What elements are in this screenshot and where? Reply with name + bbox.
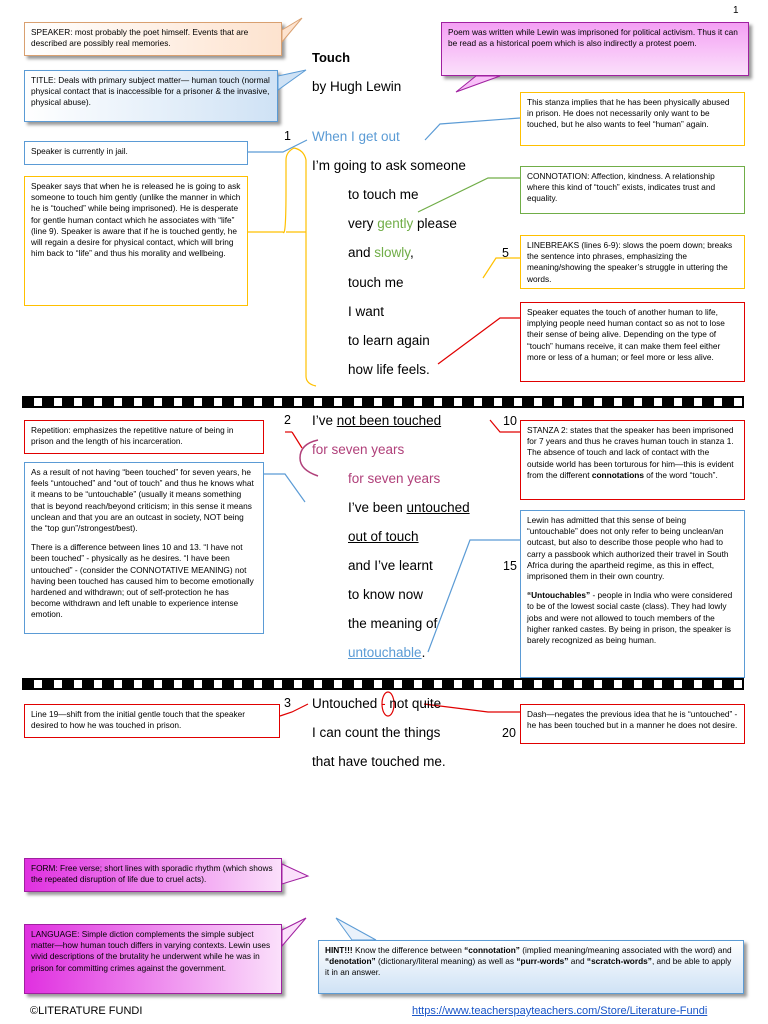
poem-line-10: I’ve not been touched [312, 413, 442, 428]
stanza2-note: STANZA 2: states that the speaker has been imprisoned for 7 years and thus he craves human touch in stanza 1. The absence of touch and lack of contact with the outside world has been torturous for him—this is evident from the different connotations of the word “touch”. [520, 420, 745, 500]
jail-note: Speaker is currently in jail. [24, 141, 248, 165]
store-link[interactable]: https://www.teacherspayteachers.com/Store/Literature-Fundi [412, 1005, 708, 1017]
poem-line-3: to touch me [348, 187, 419, 202]
speaker-label: SPEAKER: [31, 27, 73, 37]
poem-line-19: Untouched - not quite [312, 696, 442, 711]
poem-line-15: and I’ve learnt [348, 558, 433, 573]
poem-line-11: for seven years [312, 442, 405, 457]
poem-line-16: to know now [348, 587, 424, 602]
poem-line-1: When I get out [312, 129, 400, 144]
repetition-note: Repetition: emphasizes the repetitive nature of being in prison and the length of his incarceration. [24, 420, 264, 454]
poem-line-7: I want [348, 304, 385, 319]
poem-byline: by Hugh Lewin [312, 79, 402, 94]
poem-line-6: touch me [348, 275, 404, 290]
speaker-note [24, 22, 282, 56]
poem-line-14: out of touch [348, 529, 419, 544]
abused-note: This stanza implies that he has been physically abused in prison. He does not necessarily only want to be touched, but he also wants to feel “human” again. [520, 92, 745, 146]
title-label: TITLE: [31, 75, 56, 85]
dash-mark: - [381, 696, 386, 711]
language-note: LANGUAGE: Simple diction complements the simple subject matter—how human touch differs in varying contexts. Lewin uses vivid descriptions of the brutality he underwent while he was in prison for committing crimes against the government. [24, 924, 282, 994]
line-number-15: 15 [503, 559, 517, 573]
untouchables-note: Lewin has admitted that this sense of being “untouchable” does not only refer to being unclean/an outcast, but also to describe those people who had to carry a passbook which authorized their travel in South Africa during the apartheid regime, as this in effect, imprisoned them in their own country. “Untouchables” - people in India who were considered to be of the lowest social caste (class). They had lowly jobs and were not allowed to touch members of the higher ranked castes. By being in prison, the speaker is barely recognized as being human. [520, 510, 745, 678]
title-note [24, 70, 278, 122]
hint-note: HINT!!! Know the difference between “connotation” (implied meaning/meaning associated with the word) and “denotation” (dictionary/literal meaning) as well as “purr-words” and “scratch-words”, and be able to apply it in an answer. [318, 940, 744, 994]
stanza-divider-2 [22, 678, 744, 690]
page-number: 1 [733, 5, 739, 16]
poem-line-2: I’m going to ask someone [312, 158, 466, 173]
line-number-5: 5 [502, 246, 509, 260]
untouchable-word: untouchable [348, 645, 422, 660]
form-note: FORM: Free verse; short lines with sporadic rhythm (which shows the repeated disruption of life due to cruel acts). [24, 858, 282, 892]
not-been-touched-phrase: not been touched [336, 413, 442, 428]
connotation-note: CONNOTATION: Affection, kindness. A relationship where this kind of “touch” exists, indicates trust and equality. [520, 166, 745, 214]
release-note: Speaker says that when he is released he is going to ask someone to touch him gently (unlike the manner in which he is “touched” while being imprisoned). He is desperate for gentle human contact which he associates with “life” (line 9). Speaker is aware that if he is touched gently, he will regain a desire for physical contact, which will bring him back to “life” and thus his morality and wellbeing. [24, 176, 248, 306]
untouched-word: untouched [406, 500, 470, 515]
line-number-10: 10 [503, 414, 517, 428]
slowly-word: slowly [374, 245, 411, 260]
line-number-20: 20 [502, 726, 516, 740]
untouched-note: As a result of not having “been touched” for seven years, he feels “untouched” and “out of touch” and thus he knows what it means to be “untouchable” (usually it means something that is beyond reach/beyond criticism; in this sense it means unclean and that you are an outcast in society, NOT being the “top gun”/strongest/best). There is a difference between lines 10 and 13. “I have not been touched” - physically as he desires. “I have been untouched” - (consider the CONNOTATIVE MEANING) not having been touched has caused him to become emotionally hardened and withdrawn; out of self-protection he has become withdrawn and left unable to experience intense emotion. [24, 462, 264, 634]
speaker-text: most probably the poet himself. Events that are described are possibly real memories. [31, 27, 249, 49]
equates-note: Speaker equates the touch of another human to life, implying people need human contact so as not to lose their sense of being alive. Depending on the type of “touch” humans receive, it can make them feel either more or less of a human; or feel more or less alive. [520, 302, 745, 382]
line-number-3: 3 [284, 696, 291, 710]
poem-line-4: very gently please [348, 216, 457, 231]
context-note: Poem was written while Lewin was imprisoned for political activism. Thus it can be read as a historical poem which is also indirectly a protest poem. [441, 22, 749, 76]
poem-line-8: to learn again [348, 333, 430, 348]
poem-line-5: and slowly, [348, 245, 414, 260]
line-number-2: 2 [284, 413, 291, 427]
poem-line-17: the meaning of [348, 616, 438, 631]
line19-note: Line 19—shift from the initial gentle touch that the speaker desired to how he was touched in prison. [24, 704, 280, 738]
copyright: ©LITERATURE FUNDI [30, 1005, 143, 1017]
title-text: Deals with primary subject matter— human touch (normal physical contact that is inaccessible for a prisoner & the invasive, physical abuse). [31, 75, 270, 108]
poem-line-12: for seven years [348, 471, 441, 486]
line-number-1: 1 [284, 129, 291, 143]
gently-word: gently [377, 216, 414, 231]
poem-title: Touch [312, 50, 351, 65]
poem-line-20: I can count the things [312, 725, 441, 740]
poem-line-21: that have touched me. [312, 754, 446, 769]
poem-line-18: untouchable. [348, 645, 426, 660]
stanza-divider-1 [22, 396, 744, 408]
dash-note: Dash—negates the previous idea that he is “untouched” - he has been touched but in a manner he does not desire. [520, 704, 745, 744]
poem-line-13: I’ve been untouched [348, 500, 470, 515]
linebreaks-note: LINEBREAKS (lines 6-9): slows the poem down; breaks the sentence into phrases, emphasizing the meaning/showing the speaker’s struggle in uttering the words. [520, 235, 745, 289]
poem-line-9: how life feels. [348, 362, 430, 377]
